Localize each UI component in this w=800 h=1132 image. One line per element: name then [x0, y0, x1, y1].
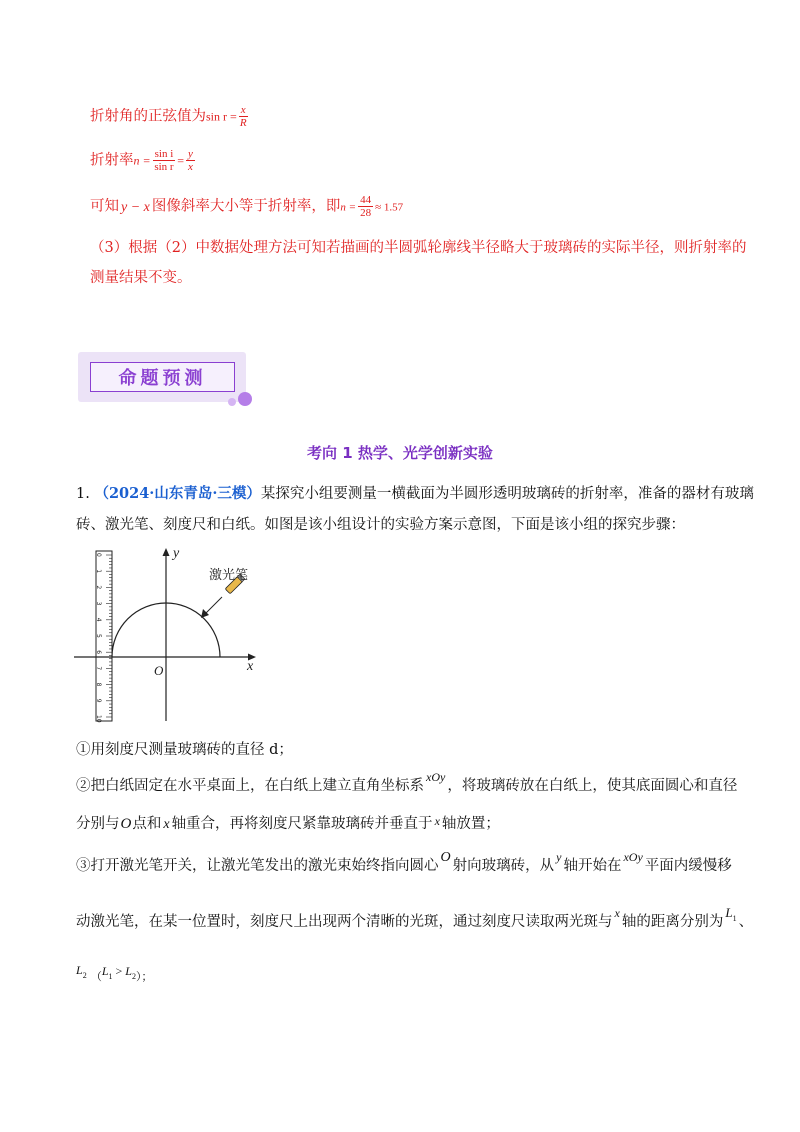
diagram-svg	[74, 545, 274, 725]
fraction: $\frac{44}{28}$	[360, 194, 372, 219]
fraction: $\frac{y}{x}$	[188, 148, 193, 173]
answer-line-4: （3）根据（2）中数据处理方法可知若描画的半圆弧轮廓线半径略大于玻璃砖的实际半径，则折射率的	[90, 240, 747, 256]
origin-label: O	[154, 663, 164, 678]
answer-line-5: 测量结果不变。	[90, 270, 192, 286]
ruler-tick-label: 3	[95, 601, 102, 606]
x-axis-label: x	[247, 659, 254, 674]
step-2-line-1: ②把白纸固定在水平桌面上，在白纸上建立直角坐标系$^{xOy}$，将玻璃砖放在白纸上，使其底面圆心和直径	[76, 770, 738, 794]
decorative-dot	[238, 392, 252, 406]
ruler-tick-label: 7	[95, 666, 102, 671]
decorative-dot	[228, 398, 236, 406]
ruler-tick-label: 8	[95, 682, 102, 687]
fraction: $\frac{\text{sin i}}{\text{sin r}}$	[154, 148, 174, 173]
ruler-tick-label: 4	[95, 617, 102, 622]
laser-label: 激光笔	[209, 568, 249, 583]
badge-label: 命题预测	[118, 368, 207, 389]
laser-beam-arrow	[204, 597, 222, 615]
ruler-tick-label: 5	[95, 634, 102, 638]
ruler-tick-label: 0	[95, 553, 102, 557]
answer-line-1: 折射角的正弦值为sin r = $\frac{x}{R}$	[90, 104, 247, 129]
y-axis-arrow-icon	[163, 548, 170, 556]
question-line-1: 1. （2024·山东青岛·三模）某探究小组要测量一横截面为半圆形透明玻璃砖的折射率，准备的器材有玻璃	[76, 485, 754, 502]
ruler-tick-label: 1	[95, 569, 102, 574]
y-axis-label: y	[173, 546, 180, 561]
question-line-2: 砖、激光笔、刻度尺和白纸。如图是该小组设计的实验方案示意图，下面是该小组的探究步骤：	[76, 517, 685, 533]
section-title: 考向 1 热学、光学创新实验	[307, 444, 493, 462]
ruler-tick-label: 9	[95, 698, 102, 703]
answer-line-2: 折射率n = $\frac{\text{sin i}}{\text{sin r}}$ = $\frac{y}{x}$	[90, 148, 193, 173]
step-3-line-1: ③打开激光笔开关，让激光笔发出的激光束始终指向圆心O射向玻璃砖，从$^y$轴开始在$^{xOy}$平面内缓慢移	[76, 850, 732, 874]
ruler-tick-label: 10	[95, 715, 102, 723]
answer-line-3: 可知 y − x 图像斜率大小等于折射率，即n = $\frac{44}{28}$ ≈ 1.57	[90, 194, 404, 219]
step-1: ①用刻度尺测量玻璃砖的直径 d；	[76, 742, 293, 758]
fraction: $\frac{x}{R}$	[239, 104, 247, 129]
question-source: （2024·山东青岛·三模）	[94, 485, 261, 502]
step-2-line-2: 分别与O点和 x 轴重合，再将刻度尺紧靠玻璃砖并垂直于 $^x$ 轴放置；	[76, 814, 500, 832]
experiment-diagram	[74, 545, 274, 729]
ruler-tick-label: 6	[95, 650, 102, 655]
step-3-line-2: 动激光笔，在某一位置时，刻度尺上出现两个清晰的光斑，通过刻度尺读取两光斑与$^x$轴的距离分别为$L_1$ 、	[76, 905, 754, 930]
ruler-tick-label: 2	[95, 585, 102, 590]
section-badge	[78, 352, 256, 408]
step-3-line-3: $L_2$ $(L_1 > L_2)$；	[76, 963, 153, 983]
arrow-head-icon	[201, 609, 209, 618]
